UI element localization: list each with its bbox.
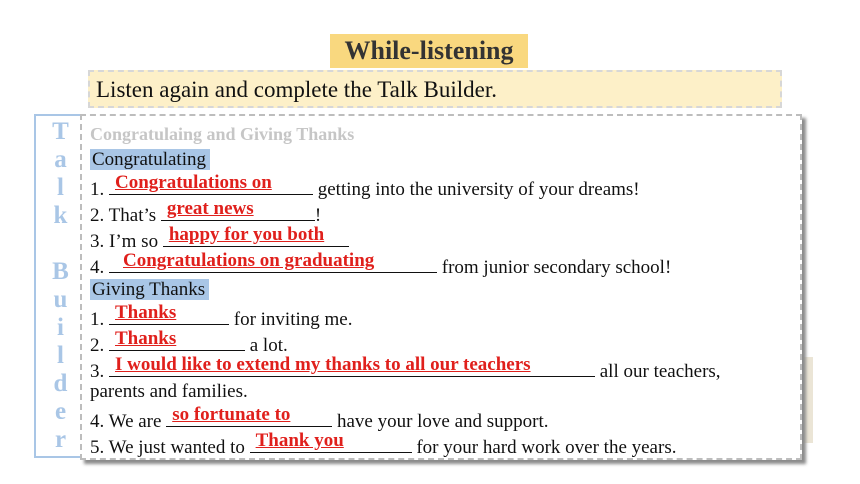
answer-blank[interactable] [109, 174, 313, 195]
item-suffix: for your hard work over the years. [411, 437, 677, 458]
tab-label: Talk Builder [47, 118, 74, 454]
item-suffix: all our teachers, [595, 361, 721, 382]
item-prefix: 5. We just wanted to [90, 437, 250, 458]
exercise-item [90, 432, 676, 460]
answer-text: Thanks [115, 328, 177, 349]
section-congratulating [90, 148, 210, 172]
answer-blank[interactable] [250, 432, 412, 453]
answer-blank[interactable] [109, 304, 229, 325]
exercise-item [90, 252, 671, 280]
item-prefix: 4. We are [90, 411, 167, 432]
section-label: Giving Thanks [90, 279, 209, 300]
talk-builder-card [80, 114, 802, 460]
item-prefix: 4. [90, 257, 109, 278]
answer-blank[interactable] [163, 226, 349, 247]
item-suffix: from junior secondary school! [437, 257, 672, 278]
item-suffix: a lot. [245, 335, 288, 356]
item-suffix: getting into the university of your dreams! [313, 179, 640, 200]
answer-blank[interactable] [161, 200, 315, 221]
section-label: Congratulating [90, 149, 210, 170]
page-title: While-listening [330, 34, 528, 68]
answer-blank[interactable] [109, 330, 245, 351]
answer-text: so fortunate to [172, 404, 291, 425]
answer-text: Congratulations on [115, 172, 272, 193]
card-heading: Congratulaing and Giving Thanks [90, 124, 355, 144]
exercise-item-continued: parents and families. [90, 381, 248, 402]
item-prefix: 1. [90, 309, 109, 330]
instruction-banner: Listen again and complete the Talk Builder. [88, 70, 782, 108]
answer-blank[interactable] [109, 356, 595, 377]
item-prefix: 3. I’m so [90, 231, 163, 252]
item-suffix: for inviting me. [229, 309, 353, 330]
answer-text: happy for you both [168, 224, 325, 245]
answer-text: Thank you [255, 430, 344, 451]
item-suffix: ! [314, 205, 322, 226]
section-giving-thanks [90, 278, 209, 302]
answer-text: I would like to extend my thanks to all our teachers [115, 354, 531, 375]
item-prefix: 2. [90, 335, 109, 356]
item-suffix: have your love and support. [332, 411, 549, 432]
answer-text: great news [166, 198, 254, 219]
item-prefix: 2. That’s [90, 205, 161, 226]
answer-text: Congratulations on graduating [123, 250, 375, 271]
answer-blank[interactable] [166, 406, 332, 427]
answer-blank[interactable] [109, 252, 437, 273]
answer-text: Thanks [115, 302, 177, 323]
item-prefix: 3. [90, 361, 109, 382]
item-prefix: 1. [90, 179, 109, 200]
talk-builder-tab [34, 114, 84, 458]
